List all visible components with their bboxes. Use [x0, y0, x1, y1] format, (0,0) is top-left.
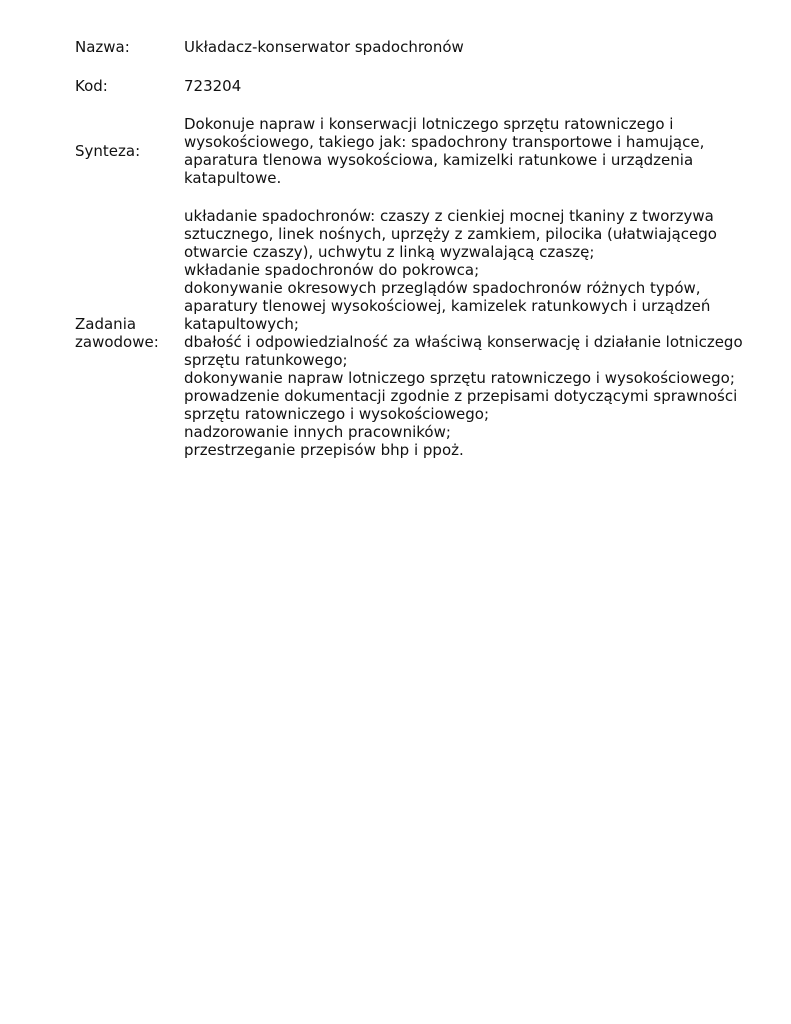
- task-item: prowadzenie dokumentacji zgodnie z przepisami dotyczącymi sprawności sprzętu ratowniczego i wysokościowego;: [184, 387, 738, 423]
- task-item: przestrzeganie przepisów bhp i ppoż.: [184, 441, 464, 459]
- occupation-name: Układacz-konserwator spadochronów: [184, 38, 464, 56]
- tasks-row: [75, 207, 745, 459]
- occupation-code: 723204: [184, 77, 242, 95]
- tasks-label-line-1: Zadania: [75, 315, 137, 333]
- task-item: dokonywanie napraw lotniczego sprzętu ratowniczego i wysokościowego;: [184, 369, 735, 387]
- tasks-label: [75, 315, 184, 351]
- name-label: Nazwa:: [75, 38, 130, 56]
- task-item: wkładanie spadochronów do pokrowca;: [184, 261, 480, 279]
- code-row: [75, 77, 745, 95]
- task-item: dokonywanie okresowych przeglądów spadochronów różnych typów, aparatury tlenowej wysokościowej, kamizelek ratunkowych i urządzeń katapultowych;: [184, 279, 711, 333]
- task-item: układanie spadochronów: czaszy z cienkiej mocnej tkaniny z tworzywa sztucznego, linek nośnych, uprzęży z zamkiem, pilocika (ułatwiającego otwarcie czaszy), uchwytu z linką wyzwalającą czaszę;: [184, 207, 717, 261]
- task-item: dbałość i odpowiedzialność za właściwą konserwację i działanie lotniczego sprzętu ratunkowego;: [184, 333, 743, 369]
- synthesis-label: Synteza:: [75, 142, 141, 160]
- tasks-label-line-2: zawodowe:: [75, 333, 159, 351]
- name-row: [75, 38, 745, 56]
- synthesis-row: [75, 115, 745, 187]
- occupation-sheet: [75, 38, 745, 459]
- synthesis-text: Dokonuje napraw i konserwacji lotniczego sprzętu ratowniczego i wysokościowego, takiego jak: spadochrony transportowe i hamujące, aparatura tlenowa wysokościowa, kamizelki ratunkowe i urządzenia katapultowe.: [184, 115, 705, 187]
- code-label: Kod:: [75, 77, 108, 95]
- task-item: nadzorowanie innych pracowników;: [184, 423, 451, 441]
- tasks-list: [184, 207, 745, 459]
